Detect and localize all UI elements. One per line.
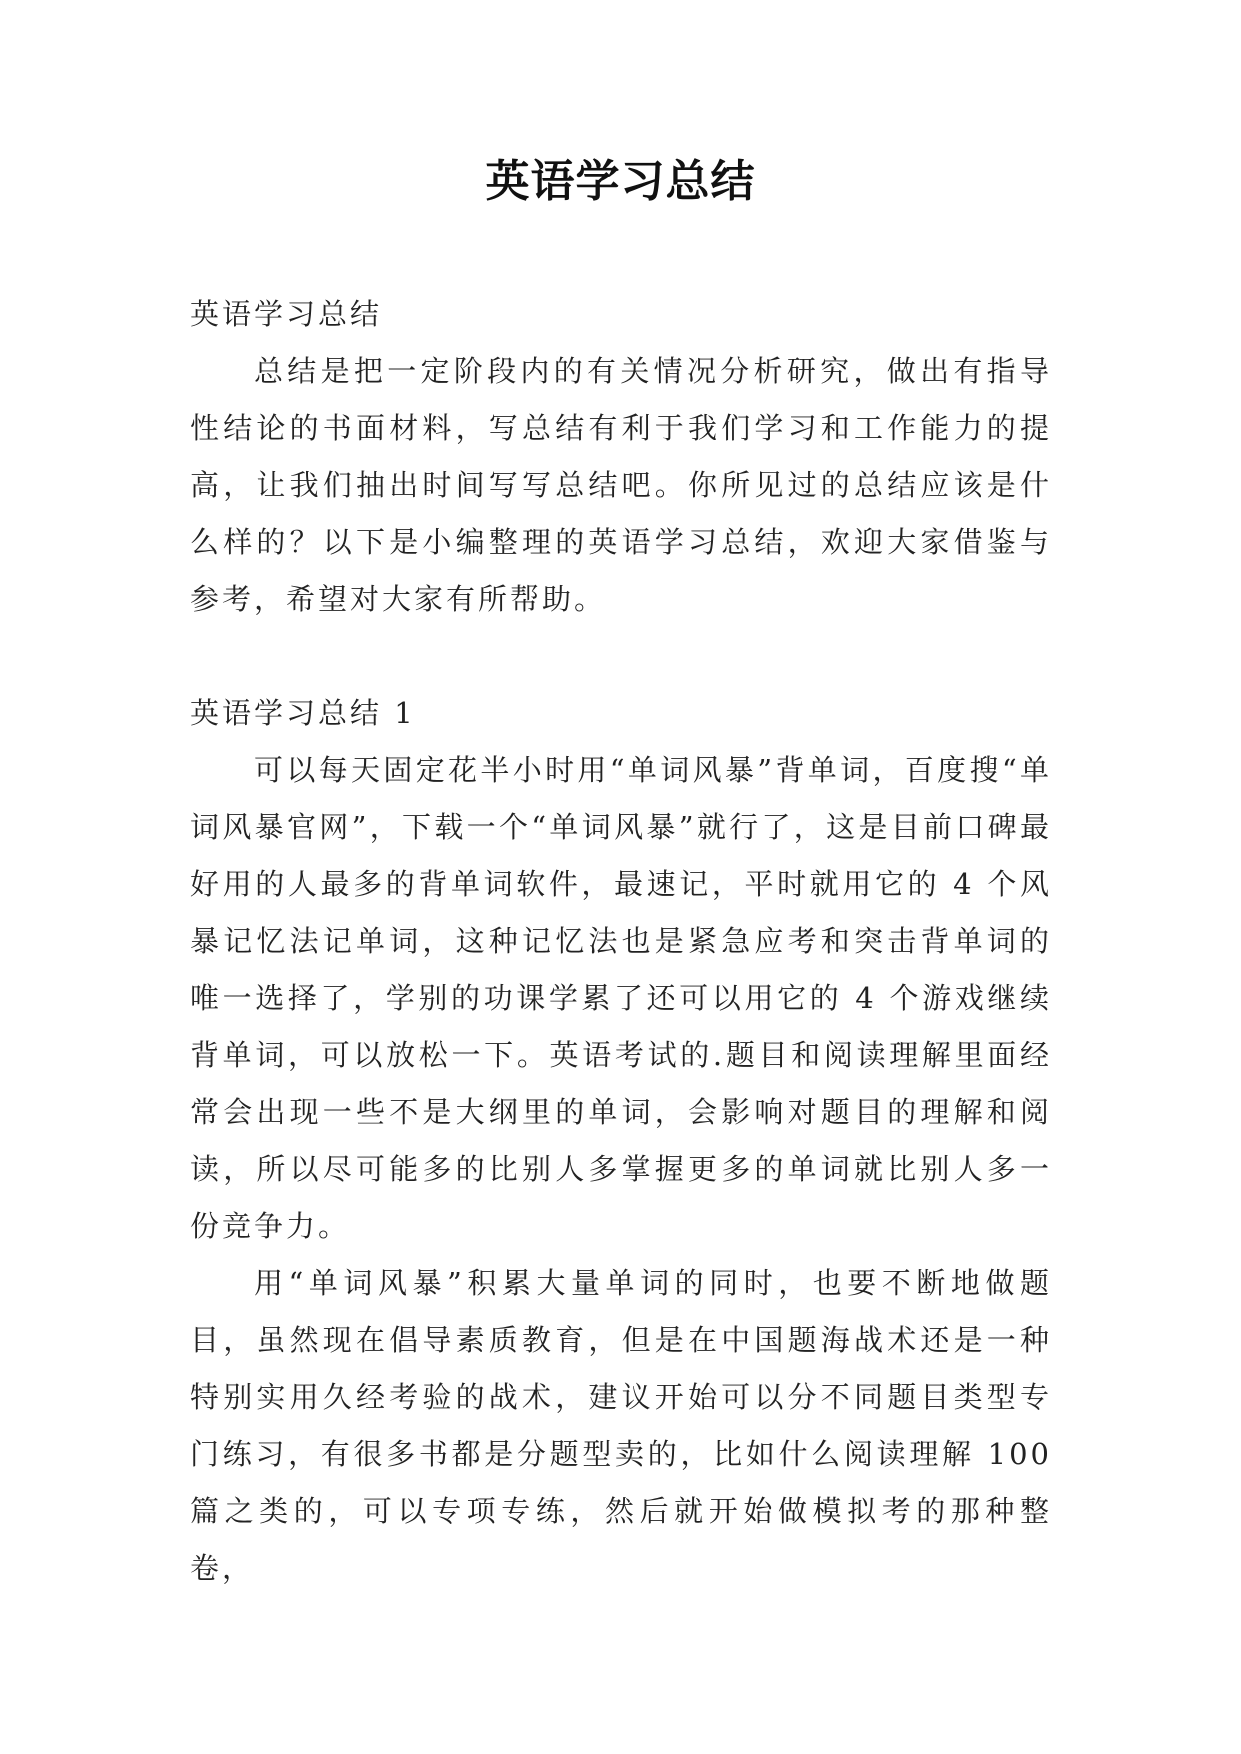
section-spacer: [190, 628, 1052, 685]
section-1-paragraph-2: 用“单词风暴”积累大量单词的同时，也要不断地做题目，虽然现在倡导素质教育，但是在中国题海战术还是一种特别实用久经考验的战术，建议开始可以分不同题目类型专门练习，有很多书都是分题型卖的，比如什么阅读理解 100 篇之类的，可以专项专练，然后就开始做模拟考的那种整卷，: [190, 1266, 1052, 1585]
document-body: [190, 286, 1052, 1597]
document-title: 英语学习总结: [485, 156, 756, 207]
section-1-heading: 英语学习总结 1: [190, 696, 416, 730]
intro-paragraph: 总结是把一定阶段内的有关情况分析研究，做出有指导性结论的书面材料，写总结有利于我们学习和工作能力的提高，让我们抽出时间写写总结吧。你所见过的总结应该是什么样的？以下是小编整理的英语学习总结，欢迎大家借鉴与参考，希望对大家有所帮助。: [190, 354, 1052, 616]
section-1-paragraph-1: 可以每天固定花半小时用“单词风暴”背单词，百度搜“单词风暴官网”，下载一个“单词风暴”就行了，这是目前口碑最好用的人最多的背单词软件，最速记，平时就用它的 4 个风暴记忆法记单词，这种记忆法也是紧急应考和突击背单词的唯一选择了，学别的功课学累了还可以用它的 4 个游戏继续背单词，可以放松一下。英语考试的.题目和阅读理解里面经常会出现一些不是大纲里的单词，会影响对题目的理解和阅读，所以尽可能多的比别人多掌握更多的单词就比别人多一份竞争力。: [190, 753, 1052, 1243]
intro-heading: 英语学习总结: [190, 297, 383, 331]
